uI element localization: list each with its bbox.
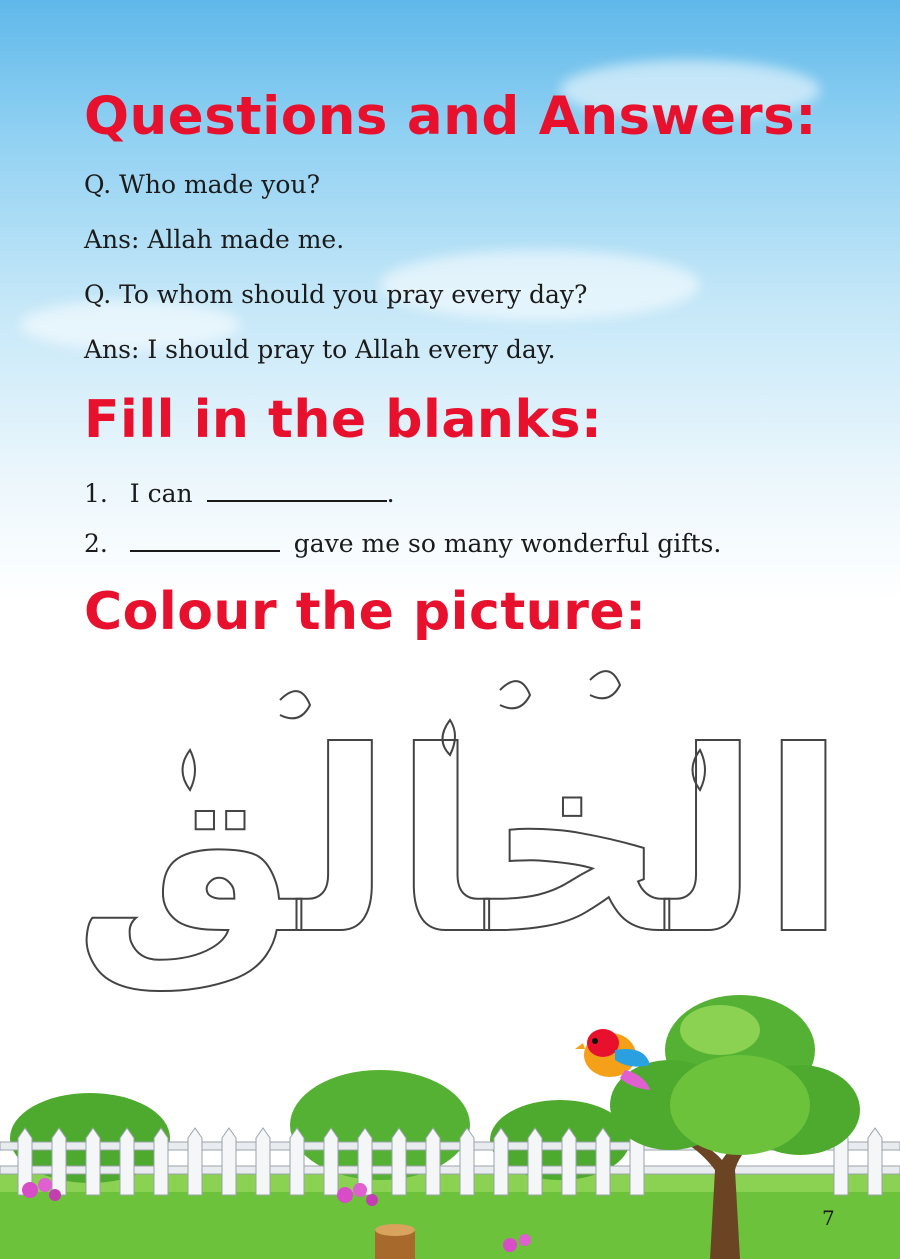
fence-picket (596, 1128, 610, 1195)
tree-stump (375, 1224, 415, 1259)
colour-heading: Colour the picture: (84, 582, 647, 642)
fence-picket (494, 1128, 508, 1195)
fill-item-1-end: . (386, 479, 395, 508)
fence-picket (426, 1128, 440, 1195)
answer-1: Ans: Allah made me. (84, 225, 345, 254)
fill-item-1-text: I can (129, 479, 193, 508)
calligraphy-outline[interactable] (73, 660, 847, 1020)
bird (575, 1029, 650, 1090)
fence-picket (52, 1128, 66, 1195)
qa-heading: Questions and Answers: (84, 86, 817, 147)
fence-picket (256, 1128, 270, 1195)
fence-picket (324, 1128, 338, 1195)
fill-item-2 (84, 528, 721, 558)
fill-item-1-number: 1. (84, 479, 108, 508)
fence-picket (86, 1128, 100, 1195)
fence-picket (392, 1128, 406, 1195)
fence-picket (868, 1128, 882, 1195)
fill-blank-2[interactable] (130, 528, 280, 552)
fill-item-2-text: gave me so many wonderful gifts. (293, 529, 722, 558)
question-1: Q. Who made you? (84, 170, 320, 199)
fill-item-1 (84, 478, 395, 508)
question-2: Q. To whom should you pray every day? (84, 280, 588, 309)
fence-picket (154, 1128, 168, 1195)
fill-blank-1[interactable] (207, 478, 387, 502)
answer-2: Ans: I should pray to Allah every day. (84, 335, 556, 364)
fence-picket (562, 1128, 576, 1195)
fill-heading: Fill in the blanks: (84, 390, 603, 450)
fence-picket (460, 1128, 474, 1195)
calligraphy-text: الخالق (73, 698, 847, 989)
garden-scene (0, 990, 900, 1259)
fence-picket (528, 1128, 542, 1195)
fence-picket (222, 1128, 236, 1195)
fence-picket (120, 1128, 134, 1195)
grass (0, 1185, 900, 1259)
fence-picket (188, 1128, 202, 1195)
page-number: 7 (822, 1206, 835, 1230)
fence-picket (290, 1128, 304, 1195)
fill-item-2-number: 2. (84, 529, 108, 558)
